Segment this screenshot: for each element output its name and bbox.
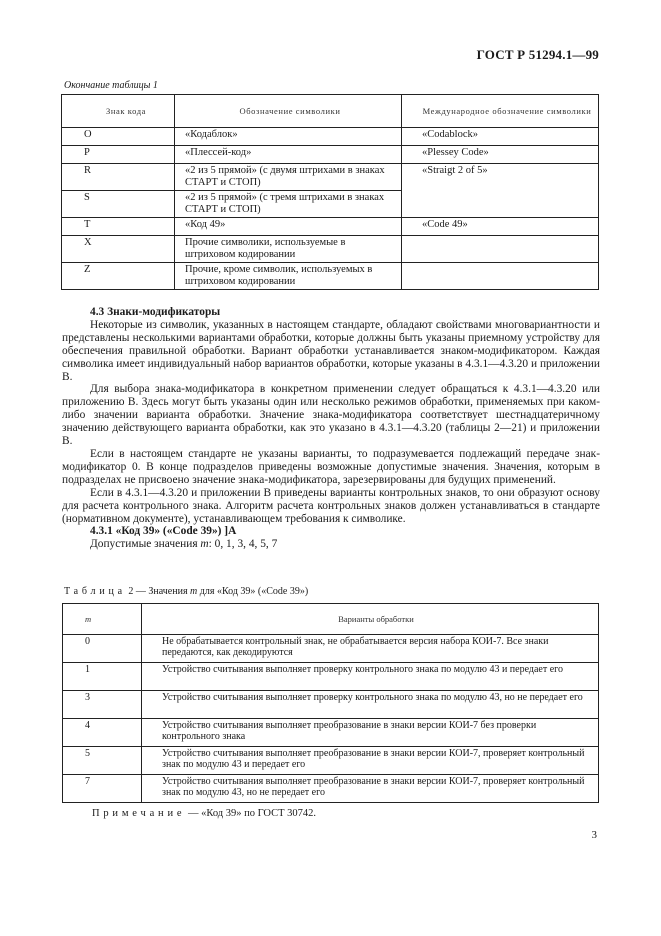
allowed-var: m: [200, 538, 209, 551]
caption-word: Таблица: [64, 586, 126, 597]
table-row: [63, 775, 599, 803]
note-text: — «Код 39» по ГОСТ 30742.: [185, 808, 317, 819]
table-header-row: [63, 604, 599, 635]
cell-intl: «Plessey Code»: [402, 146, 599, 164]
cell-code: T: [62, 218, 175, 236]
cell-symbology: «Плессей-код»: [175, 146, 402, 164]
cell-code: P: [62, 146, 175, 164]
cell-m: 5: [63, 747, 142, 775]
header-symbology: Обозначение символики: [175, 95, 402, 128]
caption-var: m: [190, 586, 198, 597]
cell-symbology: Прочие символики, используемые в штриховом кодировании: [175, 236, 402, 263]
cell-code: Z: [62, 263, 175, 290]
table-row: [63, 747, 599, 775]
table-row: [62, 263, 599, 290]
caption-num: 2: [128, 586, 134, 597]
header-options: Варианты обработки: [142, 604, 599, 635]
allowed-prefix: Допустимые значения: [90, 538, 201, 551]
table-note: [92, 808, 316, 819]
cell-m: 3: [63, 691, 142, 719]
table-row: [62, 164, 599, 191]
table-row: [62, 146, 599, 164]
table2-caption: [64, 586, 308, 597]
cell-option: Устройство считывания выполняет преобразование в знаки версии КОИ-7, проверяет контрольный знак по модулю 43 и передает его: [142, 747, 599, 775]
table1-caption: Окончание таблицы 1: [64, 80, 158, 91]
header-code-char: Знак кода: [62, 95, 175, 128]
cell-m: 1: [63, 663, 142, 691]
table-row: [63, 663, 599, 691]
cell-intl: «Straigt 2 of 5»: [402, 164, 599, 218]
caption-end: для «Код 39» («Code 39»): [197, 586, 309, 597]
table-row: [62, 218, 599, 236]
cell-m: 0: [63, 635, 142, 663]
table-row: [63, 635, 599, 663]
cell-code: S: [62, 191, 175, 218]
cell-intl: [402, 236, 599, 263]
standard-number: ГОСТ Р 51294.1—99: [476, 47, 599, 62]
cell-intl: «Codablock»: [402, 128, 599, 146]
cell-symbology: Прочие, кроме символик, используемых в штриховом кодировании: [175, 263, 402, 290]
allowed-values: [62, 538, 600, 551]
table-row: [63, 691, 599, 719]
cell-symbology: «2 из 5 прямой» (с двумя штрихами в знаках СТАРТ и СТОП): [175, 164, 402, 191]
cell-option: Устройство считывания выполняет проверку контрольного знака по модулю 43 и передает его: [142, 663, 599, 691]
cell-m: 7: [63, 775, 142, 803]
cell-symbology: «Код 49»: [175, 218, 402, 236]
cell-code: X: [62, 236, 175, 263]
cell-intl: [402, 263, 599, 290]
cell-m: 4: [63, 719, 142, 747]
cell-option: Не обрабатывается контрольный знак, не обрабатывается версия набора КОИ-7. Все знаки передаются, как декодируются: [142, 635, 599, 663]
paragraph: Некоторые из символик, указанных в настоящем стандарте, обладают свойствами многовариантности и представлены несколькими вариантами обработки, которые должны быть указаны приемному устройству для обеспечения правильной обработки. Вариант обработки устанавливается знаком-модификатором. Каждая символика имеет индивидуальный набор вариантов обработки, которые указаны в 4.3.1—4.3.20 и приложении В.: [62, 318, 600, 383]
page-number: 3: [591, 829, 597, 841]
table-header-row: [62, 95, 599, 128]
section-heading: 4.3 Знаки-модификаторы: [90, 306, 221, 318]
cell-option: Устройство считывания выполняет преобразование в знаки версии КОИ-7 без проверки контрольного знака: [142, 719, 599, 747]
allowed-list: : 0, 1, 3, 4, 5, 7: [208, 538, 278, 551]
header-intl-symbology: Международное обозначение символики: [402, 95, 599, 128]
cell-code: O: [62, 128, 175, 146]
note-label: Примечание: [92, 808, 186, 819]
cell-code: R: [62, 164, 175, 191]
table-row: [62, 236, 599, 263]
paragraph: Если в настоящем стандарте не указаны варианты, то подразумевается подлежащий передаче знак-модификатор 0. В конце подразделов приведены возможные допустимые значения. Значения, которым в подразделах не присвоено значение знака-модификатора, зарезервированы для будущих применений.: [62, 447, 600, 486]
cell-option: Устройство считывания выполняет проверку контрольного знака по модулю 43, но не передает его: [142, 691, 599, 719]
caption-rest: — Значения: [133, 586, 191, 597]
table-row: [63, 719, 599, 747]
cell-symbology: «Кодаблок»: [175, 128, 402, 146]
paragraph: Для выбора знака-модификатора в конкретном применении следует обращаться к 4.3.1—4.3.20 или приложению В. Здесь могут быть указаны один или несколько режимов обработки, применяемых при каком-либо значении варианта обработки. Значение знака-модификатора соответствует шестнадцатеричному значению действующего варианта обработки, как это указано в 4.3.1—4.3.20 (таблицы 2—21) и приложении В.: [62, 383, 600, 448]
cell-intl: «Code 49»: [402, 218, 599, 236]
processing-options-table: [62, 603, 599, 803]
cell-option: Устройство считывания выполняет преобразование в знаки версии КОИ-7, проверяет контрольный знак по модулю 43, но не передает его: [142, 775, 599, 803]
header-m: m: [63, 604, 142, 635]
paragraph: Если в 4.3.1—4.3.20 и приложении В приведены варианты контрольных знаков, то они образуют основу для расчета контрольного знака. Алгоритм расчета контрольных знаков должен устанавливаться в стандарте (нормативном документе), устанавливающем требования к символике.: [62, 486, 600, 525]
table-row: [62, 128, 599, 146]
subsection-heading: 4.3.1 «Код 39» («Code 39») ]A: [90, 525, 237, 538]
cell-symbology: «2 из 5 прямой» (с тремя штрихами в знаках СТАРТ и СТОП): [175, 191, 402, 218]
symbology-table: [61, 94, 599, 290]
section-body: [62, 306, 600, 551]
